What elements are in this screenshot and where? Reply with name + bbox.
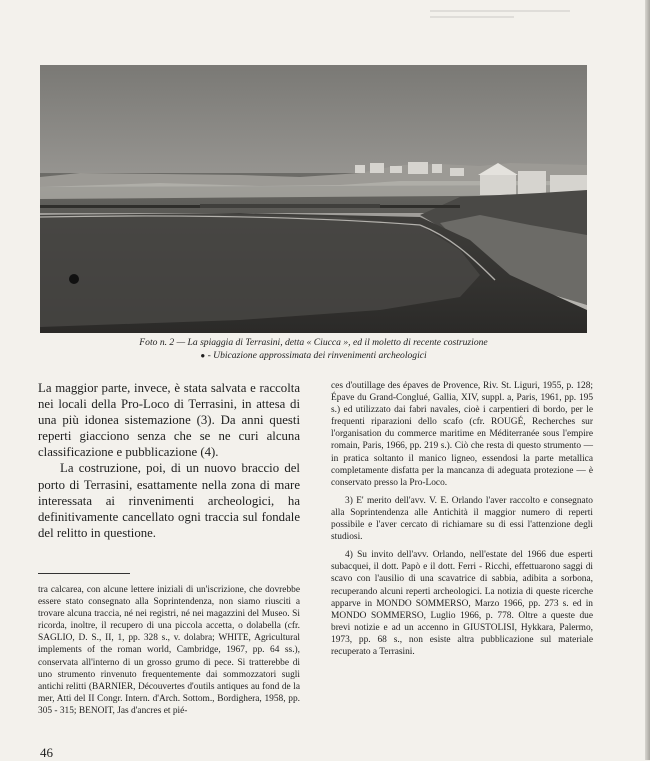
body-paragraph-1: La maggior parte, invece, è stata salvata e raccolta nei locali della Pro-Loco di Terrasini, in attesa di una più idonea sistemazione (3). Da anni questi reperti giacciono senza che se ne curi alcuna classificazione e pubblicazione (4).: [38, 381, 300, 460]
caption-line-2: [40, 350, 587, 363]
caption-line-1: Foto n. 2 — La spiaggia di Terrasini, detta « Ciucca », ed il moletto di recente costruzione: [139, 337, 488, 348]
photo-caption: [40, 337, 587, 362]
page-number: 46: [40, 745, 53, 760]
find-location-marker: [69, 274, 79, 284]
left-column: [38, 380, 300, 717]
caption-line-2-text: - Ubicazione approssimata dei rinvenimenti archeologici: [207, 349, 427, 361]
bleed-through-text: [430, 6, 570, 24]
right-column: [331, 380, 593, 664]
body-paragraph-2: La costruzione, poi, di un nuovo braccio del porto di Terrasini, esattamente nella zona di mare interessata ai rinvenimenti archeologici, ha definitivamente cancellato ogni traccia sul fondale del relitto in questione.: [38, 461, 300, 540]
footnote-continuation-left: tra calcarea, con alcune lettere iniziali di un'iscrizione, che dovrebbe essere stato consegnato alla Soprintendenza, non siamo riusciti a trovare alcuna traccia, né nei registri, né nei magazzini del Museo. Si ricorda, inoltre, il recupero di una piccola accetta, o dolabella (cfr. SAGLIO, D. S., II, 1, pp. 328 s., v. dolabra; WHITE, Agricultural implements of the roman world, Cambridge, 1967, pp. 64 ss.), conservata all'interno di un grosso grumo di pece. Si tratterebbe di uno strumento rinvenuto frequentemente dai sommozzatori sugli antichi relitti (BARNIER, Découvertes d'outils antiques au fond de la mer, Atti del II Congr. Intern. d'Arch. Sottom., Bordighera, 1958, pp. 305 - 315; BENOIT, Jas d'ancres et pié-: [38, 584, 300, 716]
beach-photograph: [40, 65, 587, 333]
footnote-4: 4) Su invito dell'avv. Orlando, nell'estate del 1966 due esperti subacquei, il dott. Papò e il dott. Ferri - Ricchi, effettuarono saggi di scavo con l'ausilio di una scavatrice di sabbia, adibita a sorbona, recuperando alcuni reperti archeologici. La notizia di queste ricerche apparve in MONDO SOMMERSO, Marzo 1966, pp. 273 s. ed in MONDO SOMMERSO, Luglio 1966, p. 778. Oltre a queste due brevi notizie e ad un accenno in GIUSTOLISI, Hykkara, Palermo, 1973, pp. 68 s., non esiste altra pubblicazione sul materiale recuperato a Terrasini.: [331, 550, 593, 657]
page-edge: [645, 0, 650, 760]
marker-bullet-icon: ●: [200, 350, 206, 360]
footnote-divider: [38, 573, 130, 574]
footnote-3: 3) E' merito dell'avv. V. E. Orlando l'aver raccolto e consegnato alla Soprintendenza alle Antichità il maggior numero di reperti possibile e l'aver cercato di richiamare su di essi l'attenzione degli studiosi.: [331, 495, 593, 543]
footnote-continuation-right: ces d'outillage des épaves de Provence, Riv. St. Liguri, 1955, p. 128; Épave du Grand-Conglué, Gallia, XIV, suppl. a, Paris, 1961, pp. 195 s.) ed utilizzato dai fabri navales, cioè i carpentieri di bordo, per le frequenti riparazioni dello scafo (cfr. ROUGÉ, Recherches sur l'organisation du commerce maritime en Méditerranée sous l'empire romain, Paris, 1966, pp. 219 s.). Ciò che resta di questo strumento — in pratica soltanto il manico ligneo, essendosi la parte metallica completamente disfatta per la mancanza di adeguata protezione — è conservato presso la Pro-Loco.: [331, 381, 593, 488]
